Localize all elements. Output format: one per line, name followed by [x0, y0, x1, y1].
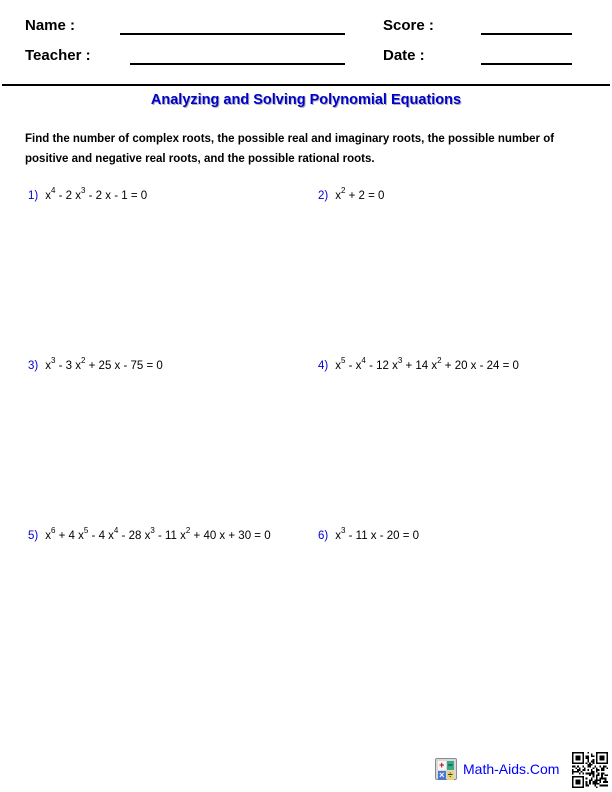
problem-number: 2): [318, 190, 329, 202]
score-write-line: [481, 33, 572, 35]
problem-number: 1): [28, 190, 39, 202]
problem-number: 3): [28, 360, 39, 372]
header-divider: [2, 84, 610, 86]
divide-icon: ÷: [447, 770, 453, 780]
problem-number: 6): [318, 530, 329, 542]
problem-4: [318, 356, 519, 372]
problem-equation: $x^6 + 4$ $x^5 - 4$ $x^4 - 28$ $x^3 - 11$ $x^2 + 40$ x + 30 = 0: [45, 526, 271, 542]
teacher-label: Teacher :: [25, 47, 91, 64]
problem-number: 5): [28, 530, 39, 542]
name-label: Name :: [25, 17, 76, 34]
qr-code-icon: [572, 752, 608, 788]
problem-equation: $x^4 - 2$ $x^3 - 2$ x - 1 = 0: [45, 186, 148, 202]
date-write-line: [481, 63, 572, 65]
brand-text[interactable]: Math-Aids.Com: [463, 761, 560, 777]
problem-1: [28, 186, 148, 202]
plus-icon: +: [439, 760, 445, 770]
minus-icon: −: [447, 760, 453, 770]
problem-equation: $x^5 - x^4 - 12$ $x^3 + 14$ $x^2 + 20$ x - 24 = 0: [335, 356, 519, 372]
problem-5: [28, 526, 271, 542]
times-icon: ×: [439, 770, 445, 780]
name-write-line: [120, 33, 345, 35]
problem-3: [28, 356, 163, 372]
instructions-text: Find the number of complex roots, the possible real and imaginary roots, the possible number of positive and negative real roots, and the possible rational roots.: [25, 133, 555, 165]
brand-link[interactable]: [435, 758, 559, 780]
problem-6: [318, 526, 420, 542]
problem-equation: $x^3 - 11$ x - 20 = 0: [335, 526, 420, 542]
problem-2: [318, 186, 385, 202]
math-aids-logo-icon: [435, 758, 457, 780]
problem-number: 4): [318, 360, 329, 372]
teacher-write-line: [130, 63, 345, 65]
page-title: Analyzing and Solving Polynomial Equations: [150, 92, 462, 108]
problem-equation: $x^3 - 3$ $x^2 + 25$ x - 75 = 0: [45, 356, 163, 372]
date-label: Date :: [383, 47, 425, 64]
problem-equation: $x^2 + 2 = 0$: [335, 186, 385, 202]
score-label: Score :: [383, 17, 434, 34]
